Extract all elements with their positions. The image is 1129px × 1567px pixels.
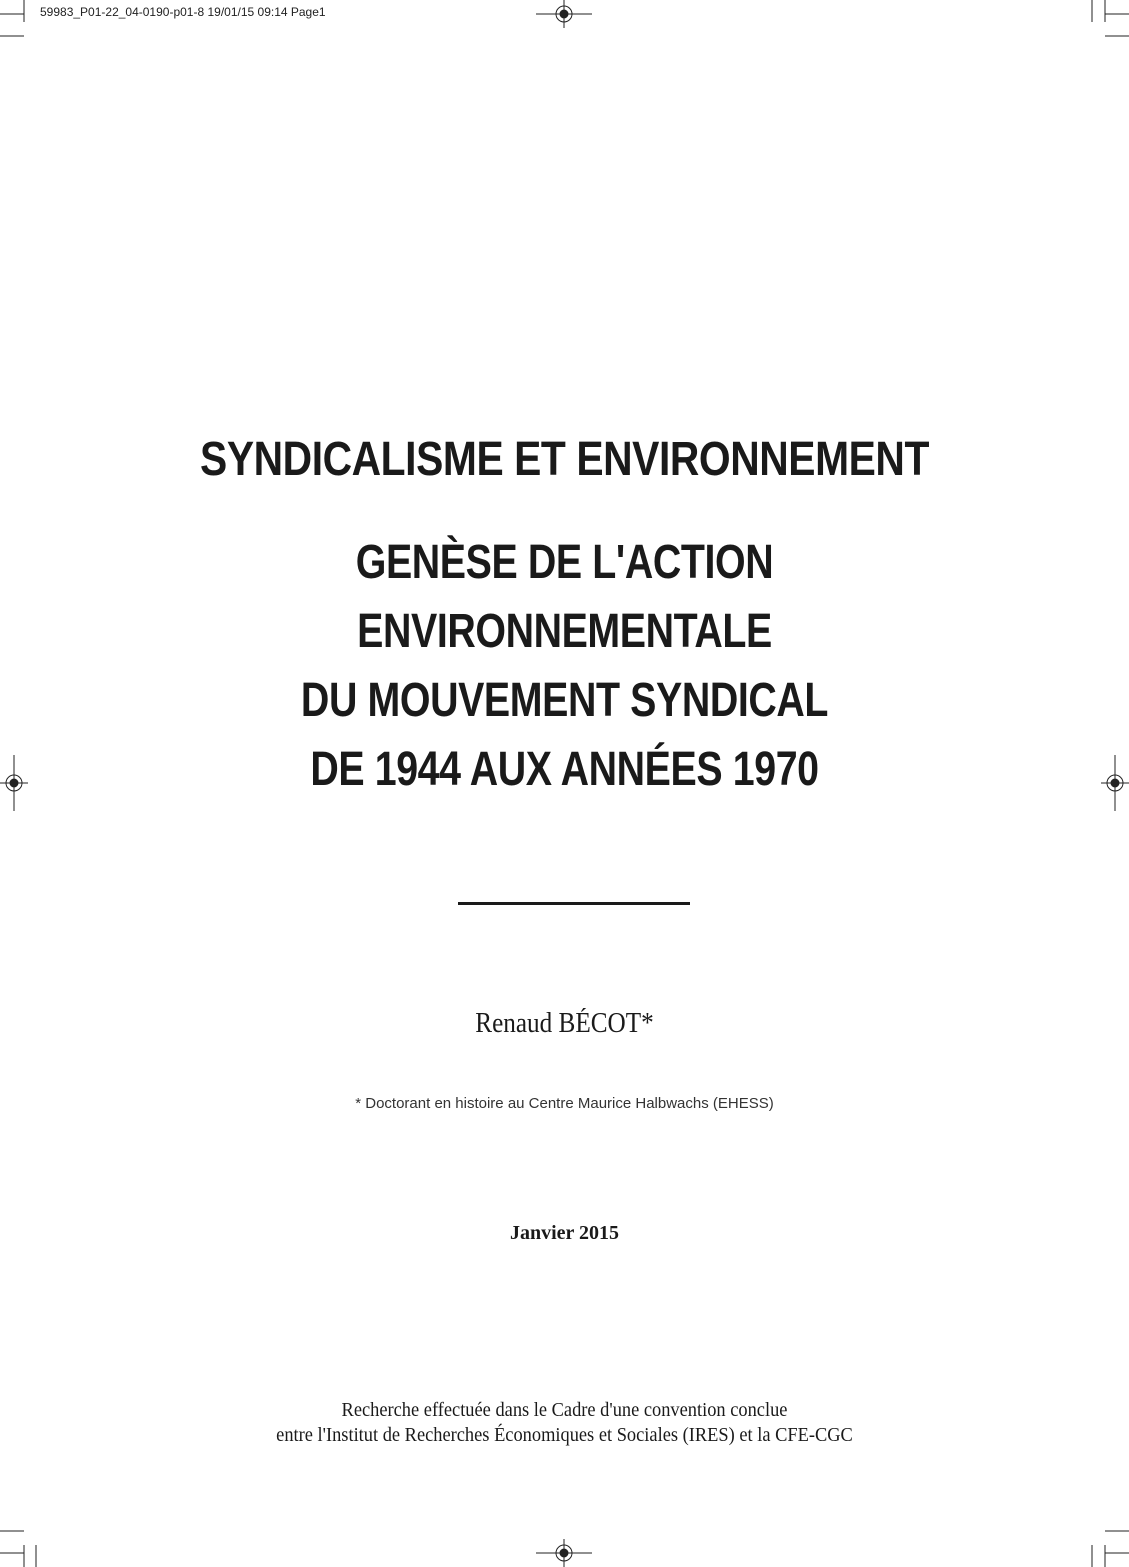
publication-date: Janvier 2015 bbox=[509, 1222, 620, 1244]
document-subtitle bbox=[102, 528, 1028, 804]
research-note bbox=[0, 1398, 1129, 1448]
research-note-line: Recherche effectuée dans le Cadre d'une convention conclue bbox=[341, 1399, 788, 1421]
author-name: Renaud BÉCOT* bbox=[475, 1008, 654, 1039]
separator-rule bbox=[458, 902, 690, 905]
registration-mark-left bbox=[0, 755, 28, 811]
registration-mark-top bbox=[536, 0, 592, 28]
author-affiliation: * Doctorant en histoire au Centre Maurice Halbwachs (EHESS) bbox=[355, 1095, 774, 1112]
registration-mark-bottom bbox=[536, 1539, 592, 1567]
print-slug-line: 59983_P01-22_04-0190-p01-8 19/01/15 09:14 Page1 bbox=[40, 5, 326, 19]
subtitle-line: ENVIRONNEMENTALE bbox=[357, 605, 772, 658]
research-note-line: entre l'Institut de Recherches Économiques et Sociales (IRES) et la CFE-CGC bbox=[276, 1424, 853, 1446]
document-title: SYNDICALISME ET ENVIRONNEMENT bbox=[200, 433, 929, 486]
subtitle-line: DU MOUVEMENT SYNDICAL bbox=[300, 674, 829, 727]
subtitle-line: DE 1944 AUX ANNÉES 1970 bbox=[310, 743, 819, 796]
registration-mark-right bbox=[1101, 755, 1129, 811]
subtitle-line: GENÈSE DE L'ACTION bbox=[355, 536, 774, 589]
